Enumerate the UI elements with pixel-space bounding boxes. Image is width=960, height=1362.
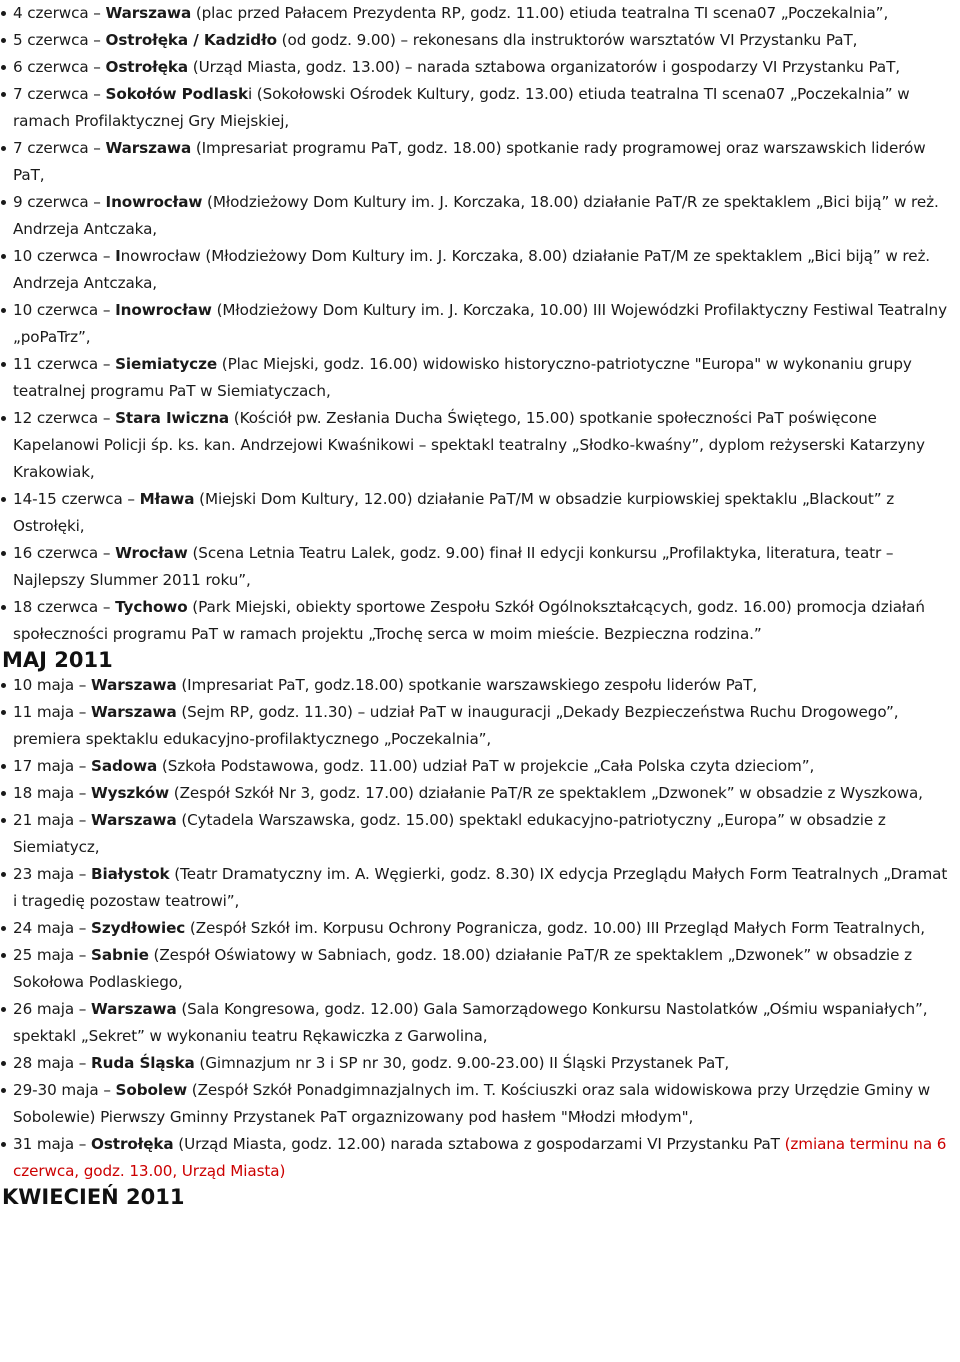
event-item (0, 405, 960, 486)
event-details: (Młodzieżowy Dom Kultury im. J. Korczaka, 10.00) III Wojewódzki Profilaktyczny Festiwal Teatralny „poPaTrz”, (13, 301, 947, 346)
event-note: (zmiana terminu na 6 czerwca, godz. 13.00, Urząd Miasta) (13, 1135, 947, 1180)
event-date: 9 czerwca – (13, 193, 106, 211)
event-item (0, 1077, 960, 1131)
event-date: 21 maja – (13, 811, 92, 829)
event-date: 7 czerwca – (13, 139, 106, 157)
event-date: 10 czerwca – (13, 247, 116, 265)
event-details: (Zespół Oświatowy w Sabniach, godz. 18.00) działanie PaT/R ze spektaklem „Dzwonek” w obsadzie z Sokołowa Podlaskiego, (13, 946, 913, 991)
event-item (0, 942, 960, 996)
event-details: (Impresariat PaT, godz.18.00) spotkanie warszawskiego zespołu liderów PaT, (176, 676, 758, 694)
event-item (0, 1050, 960, 1077)
may-events-list (0, 672, 960, 1185)
event-item (0, 594, 960, 648)
event-city: Sobolew (115, 1081, 188, 1099)
event-details: (Kościół pw. Zesłania Ducha Świętego, 15.00) spotkanie społeczności PaT poświęcone Kapelanowi Policji śp. ks. kan. Andrzejowi Kwaśnikowi – spektakl teatralny „Słodko-kwaśny”, dyplom reżyserski Katarzyny Krakowiak, (13, 409, 925, 481)
event-item (0, 672, 960, 699)
event-item (0, 189, 960, 243)
event-details: (Park Miejski, obiekty sportowe Zespołu Szkół Ogólnokształcących, godz. 16.00) promocja działań społeczności programu PaT w ramach projektu „Trochę serca w moim mieście. Bezpieczna rodzina.” (13, 598, 925, 643)
event-city: Ostrołęka (105, 58, 189, 76)
event-city: Warszawa (91, 703, 177, 721)
event-date: 24 maja – (13, 919, 92, 937)
event-item (0, 243, 960, 297)
event-details: nowrocław (Młodzieżowy Dom Kultury im. J. Korczaka, 8.00) działanie PaT/M ze spektaklem „Bici biją” w reż. Andrzeja Antczaka, (13, 247, 931, 292)
event-details: (Urząd Miasta, godz. 13.00) – narada sztabowa organizatorów i gospodarzy VI Przystanku PaT, (188, 58, 901, 76)
event-date: 28 maja – (13, 1054, 92, 1072)
event-details: (plac przed Pałacem Prezydenta RP, godz. 11.00) etiuda teatralna TI scena07 „Poczekalnia”, (191, 4, 889, 22)
event-item (0, 135, 960, 189)
event-city: Mława (139, 490, 195, 508)
event-details: (Młodzieżowy Dom Kultury im. J. Korczaka, 18.00) działanie PaT/R ze spektaklem „Bici biją” w reż. Andrzeja Antczaka, (13, 193, 939, 238)
event-date: 31 maja – (13, 1135, 92, 1153)
event-date: 18 czerwca – (13, 598, 116, 616)
event-item (0, 297, 960, 351)
event-city: Sadowa (91, 757, 158, 775)
event-date: 16 czerwca – (13, 544, 116, 562)
event-details: (Zespół Szkół Ponadgimnazjalnych im. T. Kościuszki oraz sala widowiskowa przy Urzędzie Gminy w Sobolewie) Pierwszy Gminny Przystanek PaT orgaznizowany pod hasłem "Młodzi młodym", (13, 1081, 931, 1126)
event-city: Szydłowiec (91, 919, 186, 937)
section-heading-may: MAJ 2011 (2, 648, 113, 672)
event-item (0, 0, 960, 27)
event-date: 4 czerwca – (13, 4, 106, 22)
event-details: (Cytadela Warszawska, godz. 15.00) spektakl edukacyjno-patriotyczny „Europa” w obsadzie z Siemiatycz, (13, 811, 886, 856)
event-date: 17 maja – (13, 757, 92, 775)
event-date: 11 maja – (13, 703, 92, 721)
event-details: (Plac Miejski, godz. 16.00) widowisko historyczno-patriotyczne "Europa" w wykonaniu grupy teatralnej programu PaT w Siemiatyczach, (13, 355, 912, 400)
event-details: (Zespół Szkół im. Korpusu Ochrony Pogranicza, godz. 10.00) III Przegląd Małych Form Teatralnych, (185, 919, 926, 937)
event-details: (Zespół Szkół Nr 3, godz. 17.00) działanie PaT/R ze spektaklem „Dzwonek” w obsadzie z Wyszkowa, (169, 784, 923, 802)
event-date: 25 maja – (13, 946, 92, 964)
event-city: Inowrocław (105, 193, 203, 211)
event-item (0, 486, 960, 540)
event-details: (Urząd Miasta, godz. 12.00) narada sztabowa z gospodarzami VI Przystanku PaT (173, 1135, 785, 1153)
event-city: I (115, 247, 121, 265)
event-details: (od godz. 9.00) – rekonesans dla instruktorów warsztatów VI Przystanku PaT, (276, 31, 858, 49)
event-item (0, 861, 960, 915)
june-events-list (0, 0, 960, 648)
event-date: 10 czerwca – (13, 301, 116, 319)
event-city: Warszawa (91, 811, 177, 829)
event-details: i (Sokołowski Ośrodek Kultury, godz. 13.00) etiuda teatralna TI scena07 „Poczekalnia” w ramach Profilaktycznej Gry Miejskiej, (13, 85, 910, 130)
event-item (0, 753, 960, 780)
event-date: 23 maja – (13, 865, 92, 883)
event-item (0, 351, 960, 405)
event-city: Siemiatycze (115, 355, 218, 373)
event-city: Warszawa (105, 139, 192, 157)
event-city: Warszawa (91, 676, 177, 694)
event-details: (Sala Kongresowa, godz. 12.00) Gala Samorządowego Konkursu Nastolatków „Ośmiu wspaniałych”, spektakl „Sekret” w wykonaniu teatru Rękawiczka z Garwolina, (13, 1000, 928, 1045)
event-item (0, 27, 960, 54)
event-city: Białystok (91, 865, 170, 883)
event-city: Wyszków (91, 784, 170, 802)
event-city: Sabnie (91, 946, 149, 964)
event-details: (Teatr Dramatyczny im. A. Węgierki, godz. 8.30) IX edycja Przeglądu Małych Form Teatralnych „Dramat i tragedię pozostaw teatrowi”, (13, 865, 948, 910)
event-item (0, 1131, 960, 1185)
event-details: (Gimnazjum nr 3 i SP nr 30, godz. 9.00-23.00) II Śląski Przystanek PaT, (194, 1054, 730, 1072)
section-heading-april: KWIECIEŃ 2011 (2, 1185, 185, 1209)
event-city: Wrocław (115, 544, 188, 562)
event-date: 18 maja – (13, 784, 92, 802)
event-item (0, 540, 960, 594)
event-details: (Impresariat programu PaT, godz. 18.00) spotkanie rady programowej oraz warszawskich liderów PaT, (13, 139, 926, 184)
event-details: (Sejm RP, godz. 11.30) – udział PaT w inauguracji „Dekady Bezpieczeństwa Ruchu Drogowego”, premiera spektaklu edukacyjno-profilaktycznego „Poczekalnia”, (13, 703, 899, 748)
event-city: Stara Iwiczna (115, 409, 230, 427)
event-date: 14-15 czerwca – (13, 490, 140, 508)
event-city: Inowrocław (115, 301, 212, 319)
event-item (0, 780, 960, 807)
event-item (0, 699, 960, 753)
event-details: (Szkoła Podstawowa, godz. 11.00) udział PaT w projekcie „Cała Polska czyta dzieciom”, (157, 757, 815, 775)
event-city: Ostrołęka / Kadzidło (105, 31, 277, 49)
event-date: 26 maja – (13, 1000, 92, 1018)
event-date: 11 czerwca – (13, 355, 116, 373)
event-city: Warszawa (91, 1000, 177, 1018)
event-item (0, 81, 960, 135)
event-city: Ostrołęka (91, 1135, 174, 1153)
event-item (0, 807, 960, 861)
event-date: 29-30 maja – (13, 1081, 116, 1099)
event-item (0, 915, 960, 942)
event-city: Warszawa (105, 4, 192, 22)
event-city: Sokołów Podlask (105, 85, 248, 103)
event-date: 10 maja – (13, 676, 92, 694)
event-city: Tychowo (115, 598, 188, 616)
event-city: Ruda Śląska (91, 1054, 195, 1072)
event-date: 5 czerwca – (13, 31, 106, 49)
event-item (0, 996, 960, 1050)
event-details: (Miejski Dom Kultury, 12.00) działanie PaT/M w obsadzie kurpiowskiej spektaklu „Blackout” z Ostrołęki, (13, 490, 895, 535)
event-details: (Scena Letnia Teatru Lalek, godz. 9.00) finał II edycji konkursu „Profilaktyka, literatura, teatr – Najlepszy Slummer 2011 roku”, (13, 544, 894, 589)
event-date: 6 czerwca – (13, 58, 106, 76)
event-item (0, 54, 960, 81)
event-date: 12 czerwca – (13, 409, 116, 427)
event-date: 7 czerwca – (13, 85, 106, 103)
